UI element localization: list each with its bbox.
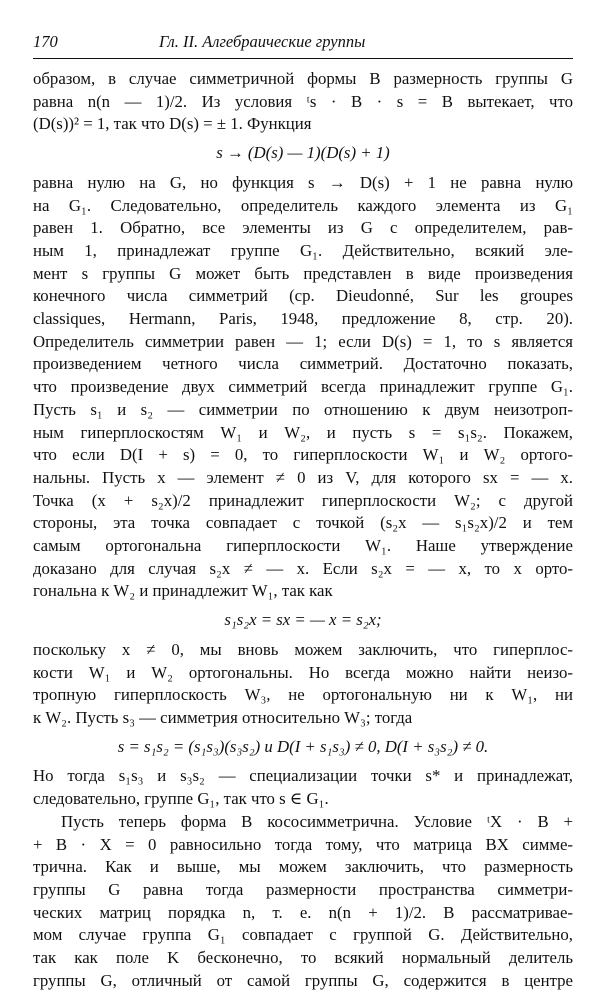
text-line: мент s группы G может быть представлен в виде произведения: [33, 263, 573, 283]
text-line: равна n(n — 1)/2. Из условия ᵗs · B · s = B вытекает, что: [33, 91, 573, 111]
text-line: Точка (x + s₂x)/2 принадлежит гиперплоскости W₂; с другой: [33, 490, 573, 510]
text-line: Пусть s₁ и s₂ — симметрии по отношению к двум неизотроп-: [33, 399, 573, 419]
page-header: [33, 28, 573, 56]
text-line: группы G, отличный от самой группы G, содержится в центре: [33, 970, 573, 990]
text-line: равна нулю на G, но функция s → D(s) + 1 не равна нулю: [33, 172, 573, 192]
paragraph-4: [33, 765, 573, 810]
page-body: [33, 68, 573, 992]
header-rule: [33, 58, 573, 59]
text-line: classiques, Hermann, Paris, 1948, предложение 8, стр. 20).: [33, 309, 573, 329]
text-line: ческих матриц порядка n, т. е. n(n + 1)/2. В рассматривае-: [33, 902, 573, 922]
text-line: мом случае группа G₁ совпадает с группой G. Действительно,: [33, 925, 573, 945]
formula-2: s₁s₂x = sx = — x = s₂x;: [224, 610, 382, 630]
text-line: кости W₁ и W₂ ортогональны. Но всегда можно найти неизо-: [33, 662, 573, 682]
paragraph-3: [33, 639, 573, 730]
text-line: образом, в случае симметричной формы B размерность группы G: [33, 69, 573, 88]
text-line: к W₂. Пусть s₃ — симметрия относительно W₃; тогда: [33, 707, 413, 727]
text-line: конечного числа симметрий (ср. Dieudonné, Sur les groupes: [33, 286, 573, 306]
paragraph-5: [33, 811, 573, 993]
text-line: + B · X = 0 равносильно тогда тому, что матрица BX симме-: [33, 834, 573, 854]
text-line: что произведение двух симметрий всегда принадлежит группе G₁.: [33, 377, 573, 397]
text-line: на G₁. Следовательно, определитель каждого элемента из G₁: [33, 195, 573, 215]
text-line: равен 1. Обратно, все элементы из G с определителем, рав-: [33, 218, 573, 238]
text-line: Пусть теперь форма B кососимметрична. Условие ᵗX · B +: [61, 811, 573, 831]
running-head: Гл. II. Алгебраические группы: [159, 32, 366, 51]
text-line: ным гиперплоскостям W₁ и W₂, и пусть s = s₁s₂. Покажем,: [33, 422, 573, 442]
text-line: что если D(I + s) = 0, то гиперплоскости W₁ и W₂ ортого-: [33, 445, 573, 465]
formula-1: s → (D(s) — 1)(D(s) + 1): [216, 143, 390, 163]
text-line: Определитель симметрии равен — 1; если D(s) = 1, то s является: [33, 331, 573, 351]
text-line: стороны, эта точка совпадает с точкой (s₂x — s₁s₂x)/2 и тем: [33, 513, 573, 533]
text-line: тропную гиперплоскость W₃, не ортогональную ни к W₁, ни: [33, 685, 573, 705]
text-line: следовательно, группе G₁, так что s ∈ G₁.: [33, 789, 329, 809]
text-line: так как поле K бесконечно, то всякий нормальный делитель: [33, 948, 573, 968]
page-number: 170: [33, 32, 58, 51]
text-line: Но тогда s₁s₃ и s₃s₂ — специализации точки s* и принадлежат,: [33, 766, 573, 786]
text-line: ным 1, принадлежат группе G₁. Действительно, всякий эле-: [33, 240, 573, 260]
text-line: самым ортогональна гиперплоскости W₁. Наше утверждение: [33, 536, 573, 556]
paragraph-1: [33, 68, 573, 136]
formula-3: s = s₁s₂ = (s₁s₃)(s₃s₂) и D(I + s₁s₃) ≠ 0, D(I + s₃s₂) ≠ 0.: [117, 736, 489, 756]
paragraph-2: [33, 172, 573, 603]
text-line: доказано для случая s₂x ≠ — x. Если s₂x = — x, то x орто-: [33, 558, 573, 578]
text-line: поскольку x ≠ 0, мы вновь можем заключить, что гиперплос-: [33, 639, 573, 659]
text-line: нальны. Пусть x — элемент ≠ 0 из V, для которого sx = — x.: [33, 467, 573, 487]
text-line: произведением четного числа симметрий. Достаточно показать,: [33, 354, 573, 374]
text-line: гональна к W₂ и принадлежит W₁, так как: [33, 581, 333, 601]
text-line: группы G равна тогда размерности пространства симметри-: [33, 879, 573, 899]
text-line: трична. Как и выше, мы можем заключить, что размерность: [33, 857, 573, 877]
text-line: (D(s))² = 1, так что D(s) = ± 1. Функция: [33, 114, 312, 134]
